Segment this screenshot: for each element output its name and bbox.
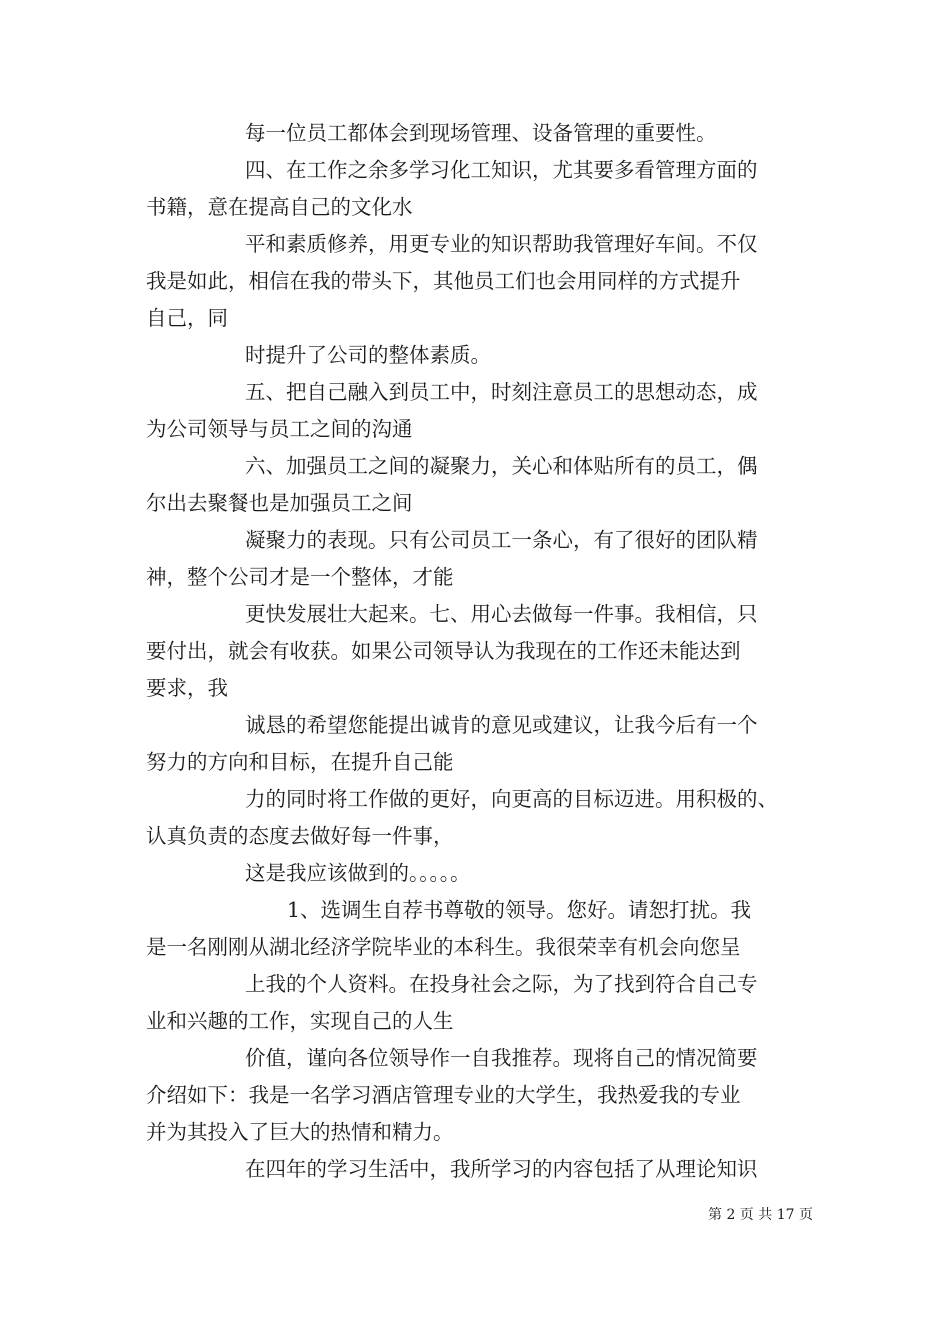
text-line: 力的同时将工作做的更好，向更高的目标迈进。用积极的、: [245, 787, 778, 811]
text-line: 价值，谨向各位领导作一自我推荐。现将自己的情况简要: [245, 1046, 758, 1070]
text-line: 时提升了公司的整体素质。: [245, 343, 491, 367]
text-line: 四、在工作之余多学习化工知识，尤其要多看管理方面的: [245, 158, 758, 182]
page-number-footer: 第 2 页 共 17 页: [708, 1207, 813, 1223]
text-line: 是一名刚刚从湖北经济学院毕业的本科生。我很荣幸有机会向您呈: [146, 935, 741, 959]
text-line: 更快发展壮大起来。七、用心去做每一件事。我相信，只: [245, 602, 758, 626]
text-line: 认真负责的态度去做好每一件事，: [146, 824, 454, 848]
text-line: 并为其投入了巨大的热情和精力。: [146, 1120, 454, 1144]
text-line: 每一位员工都体会到现场管理、设备管理的重要性。: [245, 121, 717, 145]
text-line: 为公司领导与员工之间的沟通: [146, 417, 413, 441]
text-line: 尔出去聚餐也是加强员工之间: [146, 491, 413, 515]
text-line: 要付出，就会有收获。如果公司领导认为我现在的工作还未能达到: [146, 639, 741, 663]
text-line: 在四年的学习生活中，我所学习的内容包括了从理论知识: [245, 1157, 758, 1181]
text-line: 业和兴趣的工作，实现自己的人生: [146, 1009, 454, 1033]
text-line: 诚恳的希望您能提出诚肯的意见或建议，让我今后有一个: [245, 713, 758, 737]
text-line: 努力的方向和目标，在提升自己能: [146, 750, 454, 774]
text-line: 书籍，意在提高自己的文化水: [146, 195, 413, 219]
text-line: 1、选调生自荐书尊敬的领导。您好。请恕打扰。我: [287, 898, 752, 922]
text-line: 介绍如下：我是一名学习酒店管理专业的大学生，我热爱我的专业: [146, 1083, 741, 1107]
text-line: 这是我应该做到的。。。。。: [245, 861, 471, 885]
text-line: 要求，我: [146, 676, 228, 700]
text-line: 平和素质修养，用更专业的知识帮助我管理好车间。不仅: [245, 232, 758, 256]
text-line: 凝聚力的表现。只有公司员工一条心，有了很好的团队精: [245, 528, 758, 552]
text-line: 神，整个公司才是一个整体，才能: [146, 565, 454, 589]
text-line: 我是如此，相信在我的带头下，其他员工们也会用同样的方式提升: [146, 269, 741, 293]
text-line: 五、把自己融入到员工中，时刻注意员工的思想动态，成: [245, 380, 758, 404]
text-line: 上我的个人资料。在投身社会之际，为了找到符合自己专: [245, 972, 758, 996]
text-line: 自己，同: [146, 306, 228, 330]
text-line: 六、加强员工之间的凝聚力，关心和体贴所有的员工，偶: [245, 454, 758, 478]
